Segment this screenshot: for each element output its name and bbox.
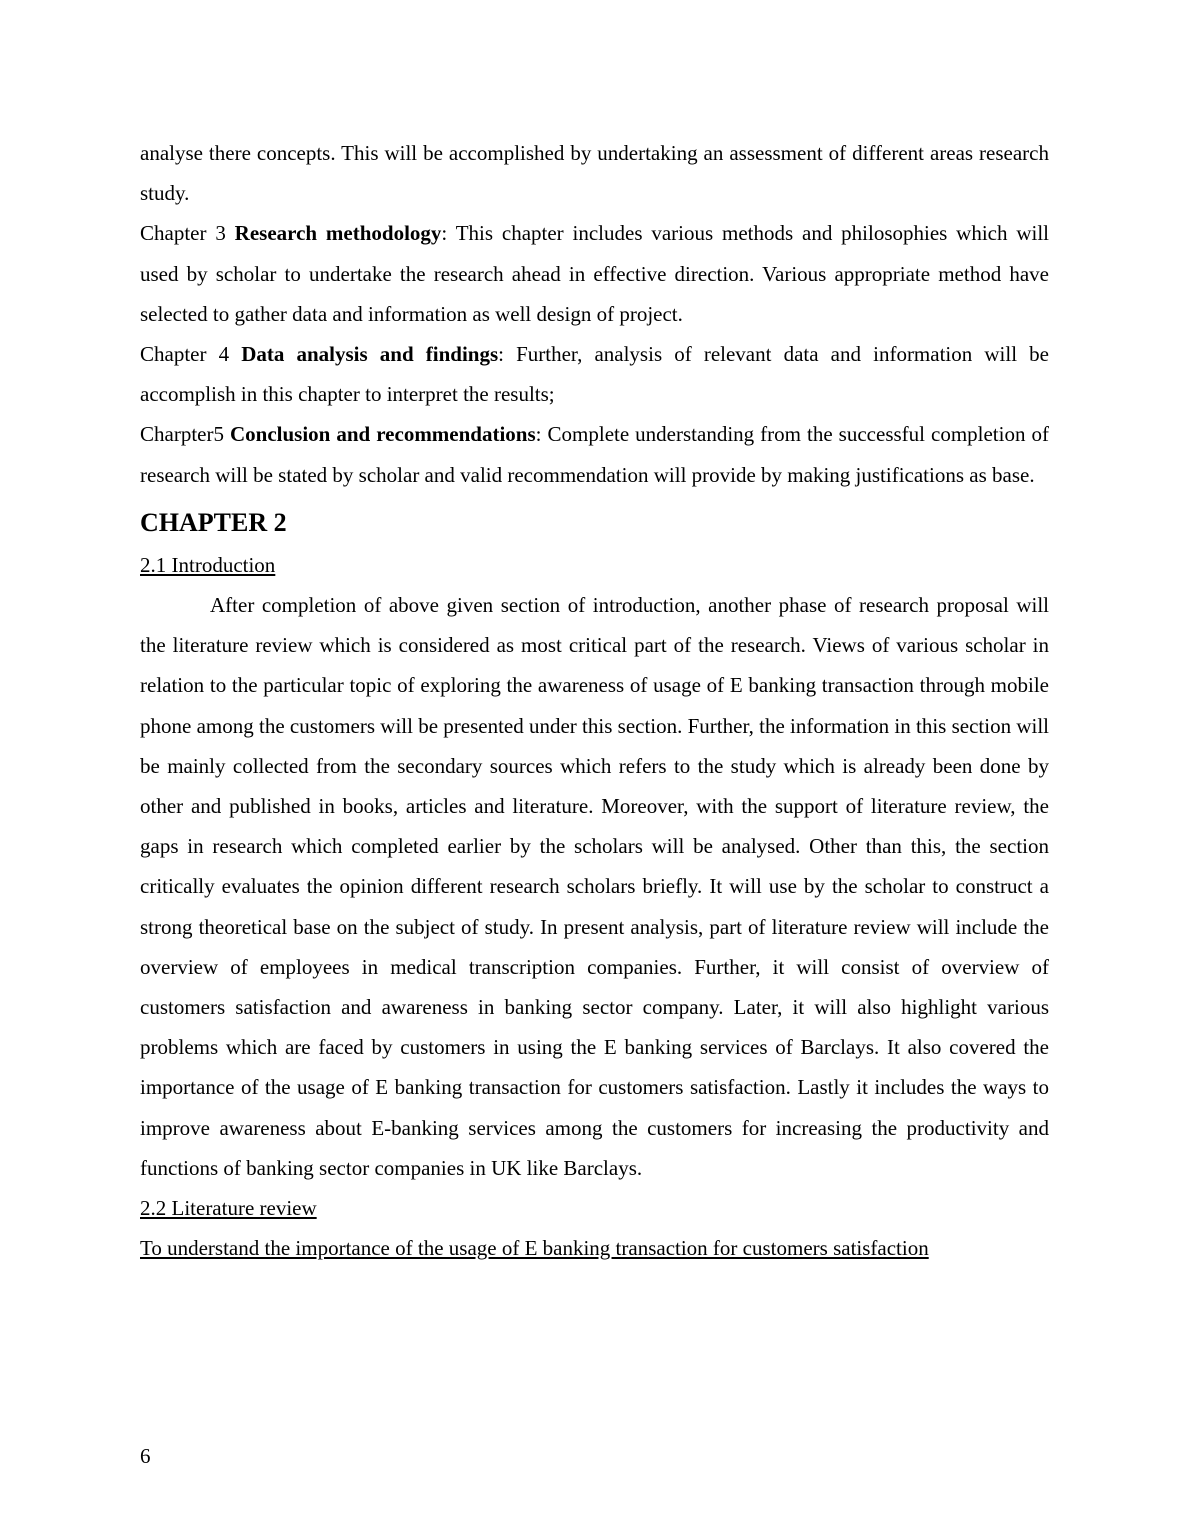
document-page [140,133,1049,1268]
section-literature-review-heading: 2.2 Literature review [140,1196,317,1221]
chapter-4-text: : Further, analysis of relevant data and information will be accomplish in this chapter to interpret the results; [140,342,1049,407]
chapter-heading: CHAPTER 2 [140,507,287,537]
chapter-5-title: Conclusion and recommendations [229,422,536,447]
chapter-4-prefix: Chapter 4 [140,342,242,367]
chapter-4-outline [140,334,1049,414]
section-introduction-body: After completion of above given section of introduction, another phase of research proposal will the literature review which is considered as most critical part of the research. Views of various scholar in relation to the particular topic of exploring the awareness of usage of E banking transaction through mobile phone among the customers will be presented under this section. Further, the information in this section will be mainly collected from the secondary sources which refers to the study which is already been done by other and published in books, articles and literature. Moreover, with the support of literature review, the gaps in research which completed earlier by the scholars will be analysed. Other than this, the section critically evaluates the opinion different research scholars briefly. It will use by the scholar to construct a strong theoretical base on the subject of study. In present analysis, part of literature review will include the overview of employees in medical transcription companies. Further, it will consist of overview of customers satisfaction and awareness in banking sector company. Later, it will also highlight various problems which are faced by customers in using the E banking services of Barclays. It also covered the importance of the usage of E banking transaction for customers satisfaction. Lastly it includes the ways to improve awareness about E-banking services among the customers for increasing the productivity and functions of banking sector companies in UK like Barclays. [140,593,1049,1180]
chapter-5-outline [140,414,1049,494]
chapter-4-title: Data analysis and findings [241,342,499,367]
chapter-5-prefix: Charpter5 [140,422,230,447]
chapter-5-text: : Complete understanding from the successful completion of research will be stated by scholar and valid recommendation will provide by making justifications as base. [140,422,1049,487]
chapter-3-text: : This chapter includes various methods and philosophies which will used by scholar to undertake the research ahead in effective direction. Various appropriate method have selected to gather data and information as well design of project. [140,221,1049,326]
section-literature-review-subheading: To understand the importance of the usage of E banking transaction for customers satisfaction [140,1236,929,1261]
chapter-3-prefix: Chapter 3 [140,221,235,246]
chapter-3-title: Research methodology [234,221,442,246]
chapter-3-outline [140,213,1049,334]
paragraph-continuation: analyse there concepts. This will be accomplished by undertaking an assessment of different areas research study. [140,141,1049,206]
page-number: 6 [140,1444,151,1468]
section-introduction-heading: 2.1 Introduction [140,552,276,577]
